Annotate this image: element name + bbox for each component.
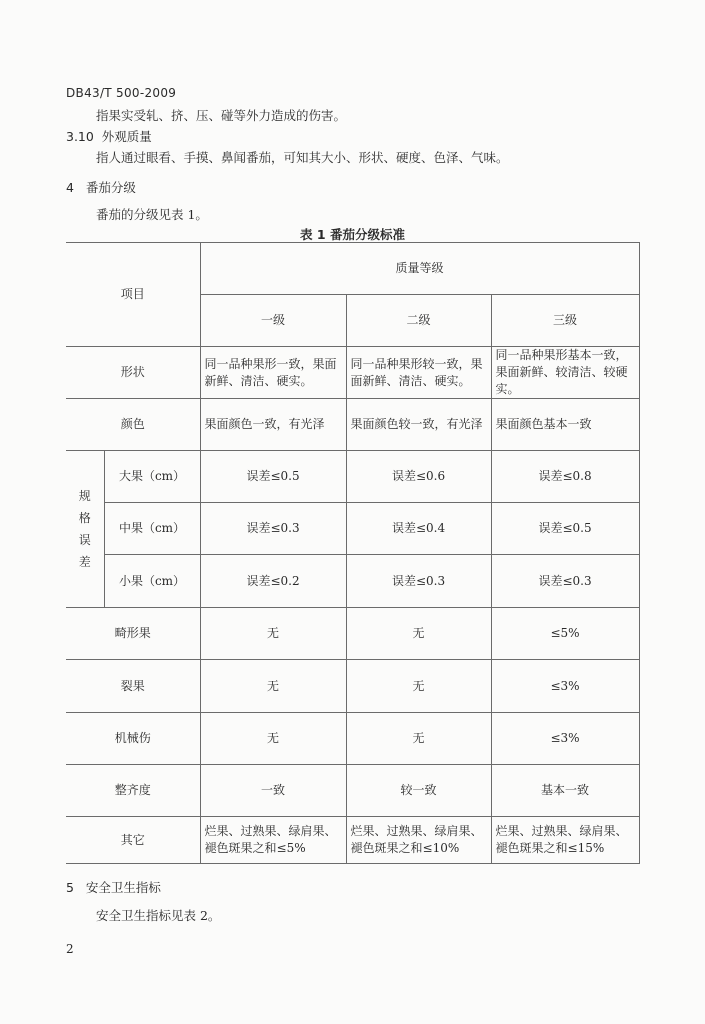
row-label: 畸形果 (66, 608, 200, 660)
paragraph-damage-definition: 指果实受轧、挤、压、碰等外力造成的伤害。 (96, 108, 347, 123)
cell-grade-1: 无 (200, 660, 346, 713)
cell-grade-3: ≤3% (491, 713, 639, 765)
cell-grade-3: 基本一致 (491, 765, 639, 817)
cell-grade-3: 果面颜色基本一致 (491, 399, 639, 451)
cell-grade-2: 无 (346, 608, 491, 660)
cell-grade-1: 烂果、过熟果、绿肩果、褪色斑果之和≤5% (200, 817, 346, 864)
section-3-10-text: 指人通过眼看、手摸、鼻闻番茄，可知其大小、形状、硬度、色泽、气味。 (96, 150, 509, 165)
cell-grade-1: 果面颜色一致，有光泽 (200, 399, 346, 451)
table-row-other (66, 817, 639, 864)
size-error-char: 误 (78, 533, 91, 547)
row-label: 机械伤 (66, 713, 200, 765)
table-row-deformed (66, 608, 639, 660)
cell-grade-1: 误差≤0.3 (200, 503, 346, 555)
section-title: 外观质量 (101, 129, 152, 144)
table-row-large (66, 451, 639, 503)
cell-grade-3: ≤5% (491, 608, 639, 660)
cell-grade-2: 误差≤0.3 (346, 555, 491, 608)
size-error-char: 差 (78, 555, 91, 569)
section-number: 3.10 (66, 129, 94, 144)
cell-grade-3: 误差≤0.5 (491, 503, 639, 555)
row-label: 大果（cm） (104, 451, 200, 503)
section-3-10-heading (66, 127, 152, 145)
table-row-cracked (66, 660, 639, 713)
cell-grade-3: 烂果、过熟果、绿肩果、褪色斑果之和≤15% (491, 817, 639, 864)
section-4-heading (66, 178, 136, 196)
row-label: 形状 (66, 347, 200, 399)
table-row-damage (66, 713, 639, 765)
cell-grade-2: 烂果、过熟果、绿肩果、褪色斑果之和≤10% (346, 817, 491, 864)
row-label: 中果（cm） (104, 503, 200, 555)
header-grade-1: 一级 (200, 295, 346, 347)
cell-grade-3: 误差≤0.3 (491, 555, 639, 608)
section-number: 5 (66, 880, 74, 895)
section-4-text: 番茄的分级见表 1。 (96, 207, 208, 222)
cell-grade-2: 同一品种果形较一致，果面新鲜、清洁、硬实。 (346, 347, 491, 399)
cell-grade-1: 误差≤0.2 (200, 555, 346, 608)
row-label: 其它 (66, 817, 200, 864)
cell-grade-1: 同一品种果形一致，果面新鲜、清洁、硬实。 (200, 347, 346, 399)
cell-grade-3: 同一品种果形基本一致，果面新鲜、较清洁、较硬实。 (491, 347, 639, 399)
section-title: 番茄分级 (85, 180, 136, 195)
table-row-color (66, 399, 639, 451)
cell-grade-1: 一致 (200, 765, 346, 817)
cell-grade-1: 误差≤0.5 (200, 451, 346, 503)
cell-grade-2: 误差≤0.4 (346, 503, 491, 555)
table-row-shape (66, 347, 639, 399)
page-number: 2 (66, 942, 74, 956)
table-caption: 表 1 番茄分级标准 (300, 227, 405, 242)
cell-grade-3: 误差≤0.8 (491, 451, 639, 503)
row-label: 整齐度 (66, 765, 200, 817)
section-5-heading (66, 878, 161, 896)
header-item: 项目 (66, 243, 200, 347)
size-error-char: 格 (78, 511, 91, 525)
table-row-uniformity (66, 765, 639, 817)
cell-grade-2: 较一致 (346, 765, 491, 817)
cell-grade-1: 无 (200, 608, 346, 660)
section-number: 4 (66, 180, 74, 195)
row-label: 小果（cm） (104, 555, 200, 608)
header-grade-2: 二级 (346, 295, 491, 347)
header-quality-grade: 质量等级 (200, 243, 639, 295)
cell-grade-2: 误差≤0.6 (346, 451, 491, 503)
document-code: DB43/T 500-2009 (66, 86, 177, 100)
row-label: 颜色 (66, 399, 200, 451)
cell-grade-2: 无 (346, 660, 491, 713)
header-grade-3: 三级 (491, 295, 639, 347)
row-label: 裂果 (66, 660, 200, 713)
cell-grade-2: 果面颜色较一致，有光泽 (346, 399, 491, 451)
size-error-label (66, 451, 104, 608)
cell-grade-2: 无 (346, 713, 491, 765)
cell-grade-1: 无 (200, 713, 346, 765)
section-5-text: 安全卫生指标见表 2。 (96, 908, 221, 923)
size-error-char: 规 (78, 489, 91, 503)
table-row-small (66, 555, 639, 608)
table-row-medium (66, 503, 639, 555)
grading-table (66, 242, 640, 864)
section-title: 安全卫生指标 (85, 880, 161, 895)
cell-grade-3: ≤3% (491, 660, 639, 713)
